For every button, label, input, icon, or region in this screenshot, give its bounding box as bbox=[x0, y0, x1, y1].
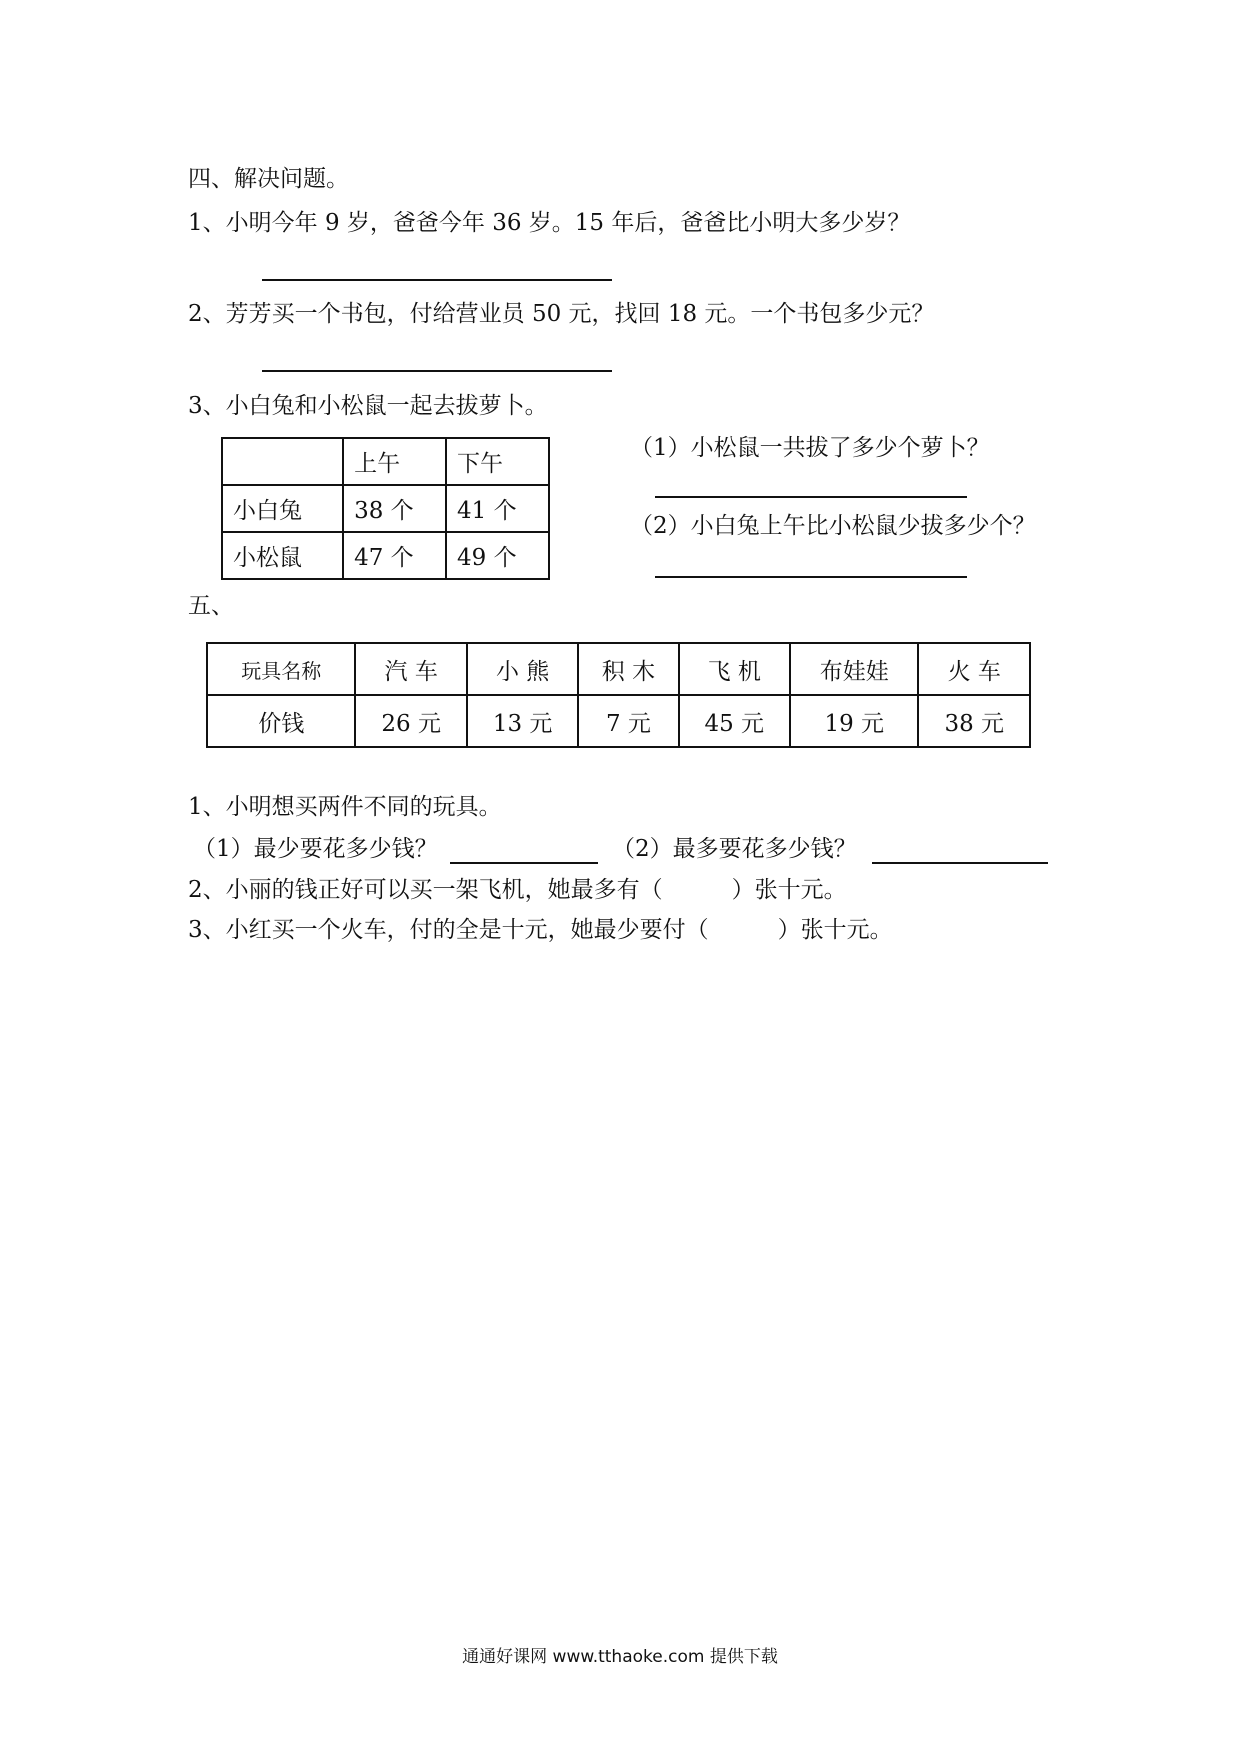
table-row bbox=[222, 485, 549, 532]
answer-line-2[interactable] bbox=[262, 370, 612, 372]
table-cell: 47 个 bbox=[343, 532, 446, 579]
section-4-title: 四、解决问题。 bbox=[188, 166, 349, 192]
table-cell: 41 个 bbox=[446, 485, 549, 532]
table-cell: 飞 机 bbox=[679, 643, 790, 695]
table-cell: 26 元 bbox=[355, 695, 466, 747]
table-row bbox=[207, 695, 1030, 747]
question-1: 1、小明今年 9 岁，爸爸今年 36 岁。15 年后，爸爸比小明大多少岁？ bbox=[188, 210, 911, 236]
answer-line-3-1[interactable] bbox=[655, 496, 967, 498]
section-5-question-1-sub-2: （2）最多要花多少钱？ bbox=[612, 836, 857, 862]
question-3: 3、小白兔和小松鼠一起去拔萝卜。 bbox=[188, 393, 548, 419]
section-5-question-1: 1、小明想买两件不同的玩具。 bbox=[188, 794, 502, 820]
section-5-question-3: 3、小红买一个火车，付的全是十元，她最少要付（ ）张十元。 bbox=[188, 917, 893, 943]
table-cell: 7 元 bbox=[578, 695, 678, 747]
section-5-question-2: 2、小丽的钱正好可以买一架飞机，她最多有（ ）张十元。 bbox=[188, 877, 847, 903]
table-cell: 45 元 bbox=[679, 695, 790, 747]
toy-price-table bbox=[206, 642, 1031, 748]
table-cell: 上午 bbox=[343, 438, 446, 485]
table-cell: 火 车 bbox=[918, 643, 1030, 695]
table-cell: 49 个 bbox=[446, 532, 549, 579]
table-cell: 下午 bbox=[446, 438, 549, 485]
table-row bbox=[222, 438, 549, 485]
answer-line-5-1-2[interactable] bbox=[872, 862, 1048, 864]
table-cell: 布娃娃 bbox=[790, 643, 919, 695]
table-cell: 汽 车 bbox=[355, 643, 466, 695]
answer-line-1[interactable] bbox=[262, 279, 612, 281]
table-cell: 玩具名称 bbox=[207, 643, 355, 695]
table-row bbox=[222, 532, 549, 579]
carrot-table bbox=[221, 437, 550, 580]
table-cell: 积 木 bbox=[578, 643, 678, 695]
table-cell: 19 元 bbox=[790, 695, 919, 747]
footer-text: 通通好课网 www.tthaoke.com 提供下载 bbox=[462, 1647, 778, 1667]
answer-line-3-2[interactable] bbox=[655, 576, 967, 578]
table-cell: 13 元 bbox=[467, 695, 578, 747]
table-cell: 小白兔 bbox=[222, 485, 343, 532]
section-5-title: 五、 bbox=[188, 593, 234, 619]
section-5-question-1-sub-1: （1）最少要花多少钱？ bbox=[193, 836, 438, 862]
table-cell: 38 元 bbox=[918, 695, 1030, 747]
table-cell: 小 熊 bbox=[467, 643, 578, 695]
table-cell bbox=[222, 438, 343, 485]
question-3-sub-1: （1）小松鼠一共拔了多少个萝卜？ bbox=[630, 435, 990, 461]
table-cell: 价钱 bbox=[207, 695, 355, 747]
table-cell: 38 个 bbox=[343, 485, 446, 532]
answer-line-5-1-1[interactable] bbox=[450, 862, 598, 864]
question-2: 2、芳芳买一个书包，付给营业员 50 元，找回 18 元。一个书包多少元？ bbox=[188, 301, 935, 327]
table-cell: 小松鼠 bbox=[222, 532, 343, 579]
table-row bbox=[207, 643, 1030, 695]
question-3-sub-2: （2）小白兔上午比小松鼠少拔多少个？ bbox=[630, 513, 1036, 539]
